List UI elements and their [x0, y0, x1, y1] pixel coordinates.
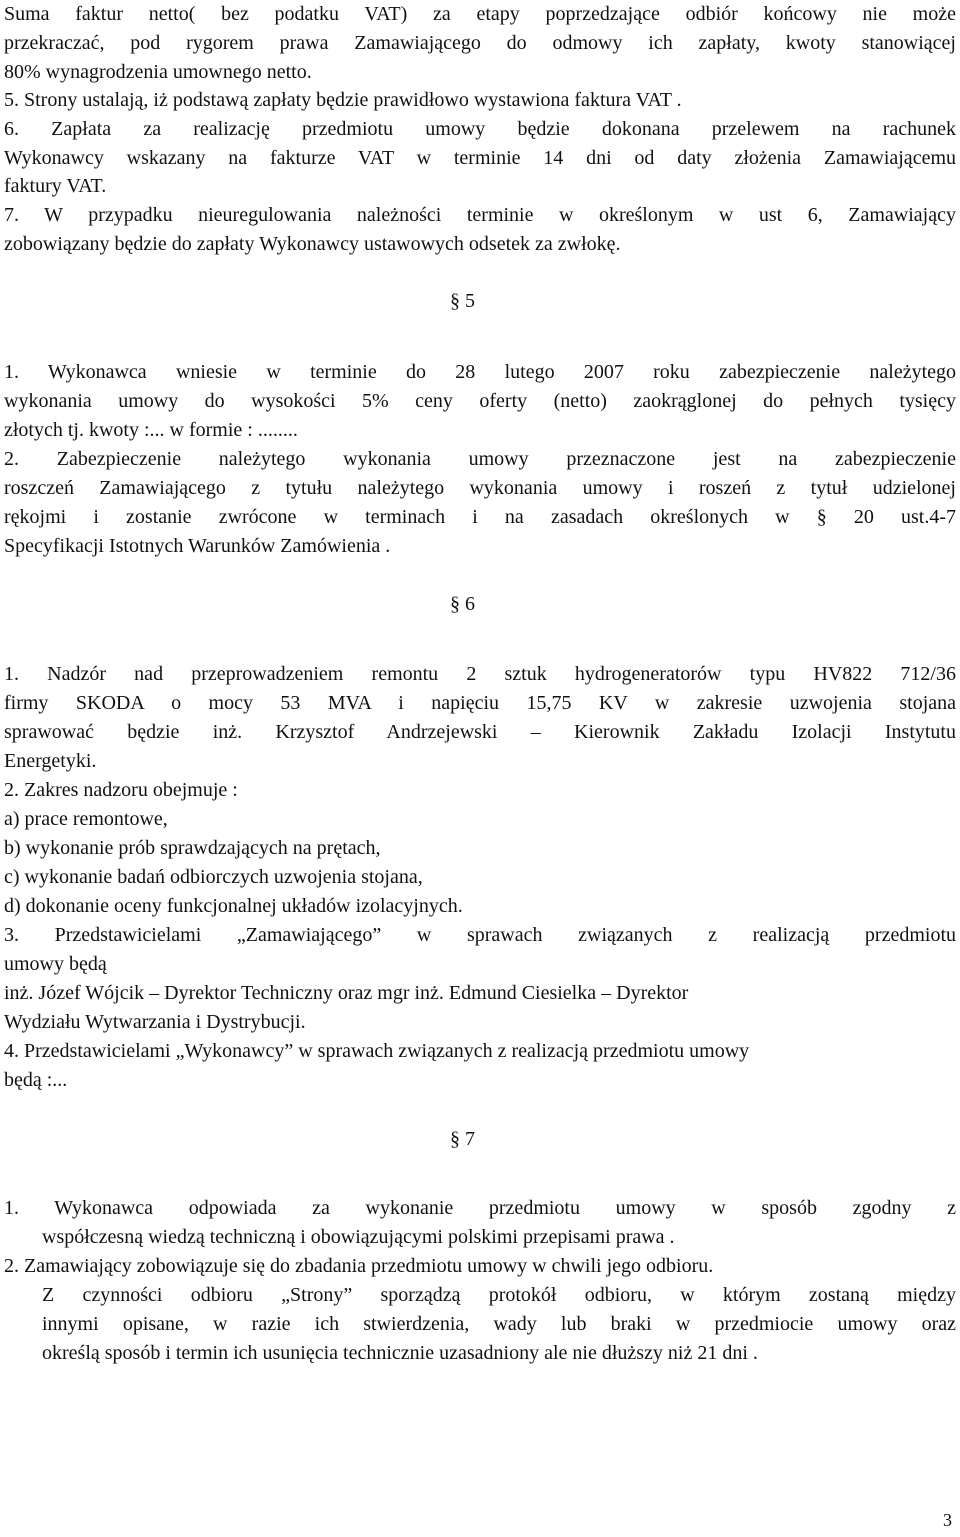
- text-line: określą sposób i termin ich usunięcia technicznie uzasadniony ale nie dłuższy niż 21 dni .: [42, 1342, 758, 1364]
- text-line: 1. Wykonawca wniesie w terminie do 28 lutego 2007 roku zabezpieczenie należytego: [4, 361, 956, 383]
- section-heading: § 5: [450, 290, 475, 312]
- text-line: przekraczać, pod rygorem prawa Zamawiającego do odmowy ich zapłaty, kwoty stanowiącej: [4, 32, 956, 54]
- text-line: b) wykonanie prób sprawdzających na prętach,: [4, 837, 381, 859]
- text-line: rękojmi i zostanie zwrócone w terminach i na zasadach określonych w § 20 ust.4-7: [4, 506, 956, 528]
- text-line: sprawować będzie inż. Krzysztof Andrzejewski – Kierownik Zakładu Izolacji Instytutu: [4, 721, 956, 743]
- text-line: roszczeń Zamawiającego z tytułu należytego wykonania umowy i roszeń z tytuł udzielonej: [4, 477, 956, 499]
- text-line: d) dokonanie oceny funkcjonalnej układów izolacyjnych.: [4, 895, 463, 917]
- text-line: 6. Zapłata za realizację przedmiotu umowy będzie dokonana przelewem na rachunek: [4, 118, 956, 140]
- text-line: Z czynności odbioru „Strony” sporządzą protokół odbioru, w którym zostaną między: [42, 1284, 956, 1306]
- section-heading: § 6: [450, 593, 475, 615]
- text-line: złotych tj. kwoty :... w formie : ........: [4, 419, 298, 441]
- text-line: 2. Zabezpieczenie należytego wykonania umowy przeznaczone jest na zabezpieczenie: [4, 448, 956, 470]
- text-line: 2. Zakres nadzoru obejmuje :: [4, 779, 238, 801]
- text-line: umowy będą: [4, 953, 107, 975]
- text-line: Suma faktur netto( bez podatku VAT) za etapy poprzedzające odbiór końcowy nie może: [4, 3, 956, 25]
- text-line: 3. Przedstawicielami „Zamawiającego” w sprawach związanych z realizacją przedmiotu: [4, 924, 956, 946]
- section-heading: § 7: [450, 1128, 475, 1150]
- text-line: 7. W przypadku nieuregulowania należności terminie w określonym w ust 6, Zamawiający: [4, 204, 956, 226]
- text-line: innymi opisane, w razie ich stwierdzenia, wady lub braki w przedmiocie umowy oraz: [42, 1313, 956, 1335]
- text-line: Wydziału Wytwarzania i Dystrybucji.: [4, 1011, 306, 1033]
- text-line: zobowiązany będzie do zapłaty Wykonawcy ustawowych odsetek za zwłokę.: [4, 233, 621, 255]
- page-number: 3: [943, 1510, 952, 1530]
- text-line: współczesną wiedzą techniczną i obowiązującymi polskimi przepisami prawa .: [42, 1226, 675, 1248]
- text-line: Energetyki.: [4, 750, 97, 772]
- text-line: 80% wynagrodzenia umownego netto.: [4, 61, 312, 83]
- text-line: wykonania umowy do wysokości 5% ceny oferty (netto) zaokrąglonej do pełnych tysięcy: [4, 390, 956, 412]
- text-line: będą :...: [4, 1069, 68, 1091]
- text-line: inż. Józef Wójcik – Dyrektor Techniczny oraz mgr inż. Edmund Ciesielka – Dyrektor: [4, 982, 689, 1004]
- text-line: 1. Wykonawca odpowiada za wykonanie przedmiotu umowy w sposób zgodny z: [4, 1197, 956, 1219]
- text-line: faktury VAT.: [4, 175, 107, 197]
- text-line: Specyfikacji Istotnych Warunków Zamówienia .: [4, 535, 391, 557]
- text-line: 2. Zamawiający zobowiązuje się do zbadania przedmiotu umowy w chwili jego odbioru.: [4, 1255, 714, 1277]
- text-line: c) wykonanie badań odbiorczych uzwojenia stojana,: [4, 866, 423, 888]
- text-line: 1. Nadzór nad przeprowadzeniem remontu 2 sztuk hydrogeneratorów typu HV822 712/36: [4, 663, 956, 685]
- text-line: firmy SKODA o mocy 53 MVA i napięciu 15,75 KV w zakresie uzwojenia stojana: [4, 692, 956, 714]
- text-line: Wykonawcy wskazany na fakturze VAT w terminie 14 dni od daty złożenia Zamawiającemu: [4, 147, 956, 169]
- text-line: 4. Przedstawicielami „Wykonawcy” w sprawach związanych z realizacją przedmiotu umowy: [4, 1040, 750, 1062]
- text-line: a) prace remontowe,: [4, 808, 168, 830]
- text-line: 5. Strony ustalają, iż podstawą zapłaty będzie prawidłowo wystawiona faktura VAT .: [4, 89, 682, 111]
